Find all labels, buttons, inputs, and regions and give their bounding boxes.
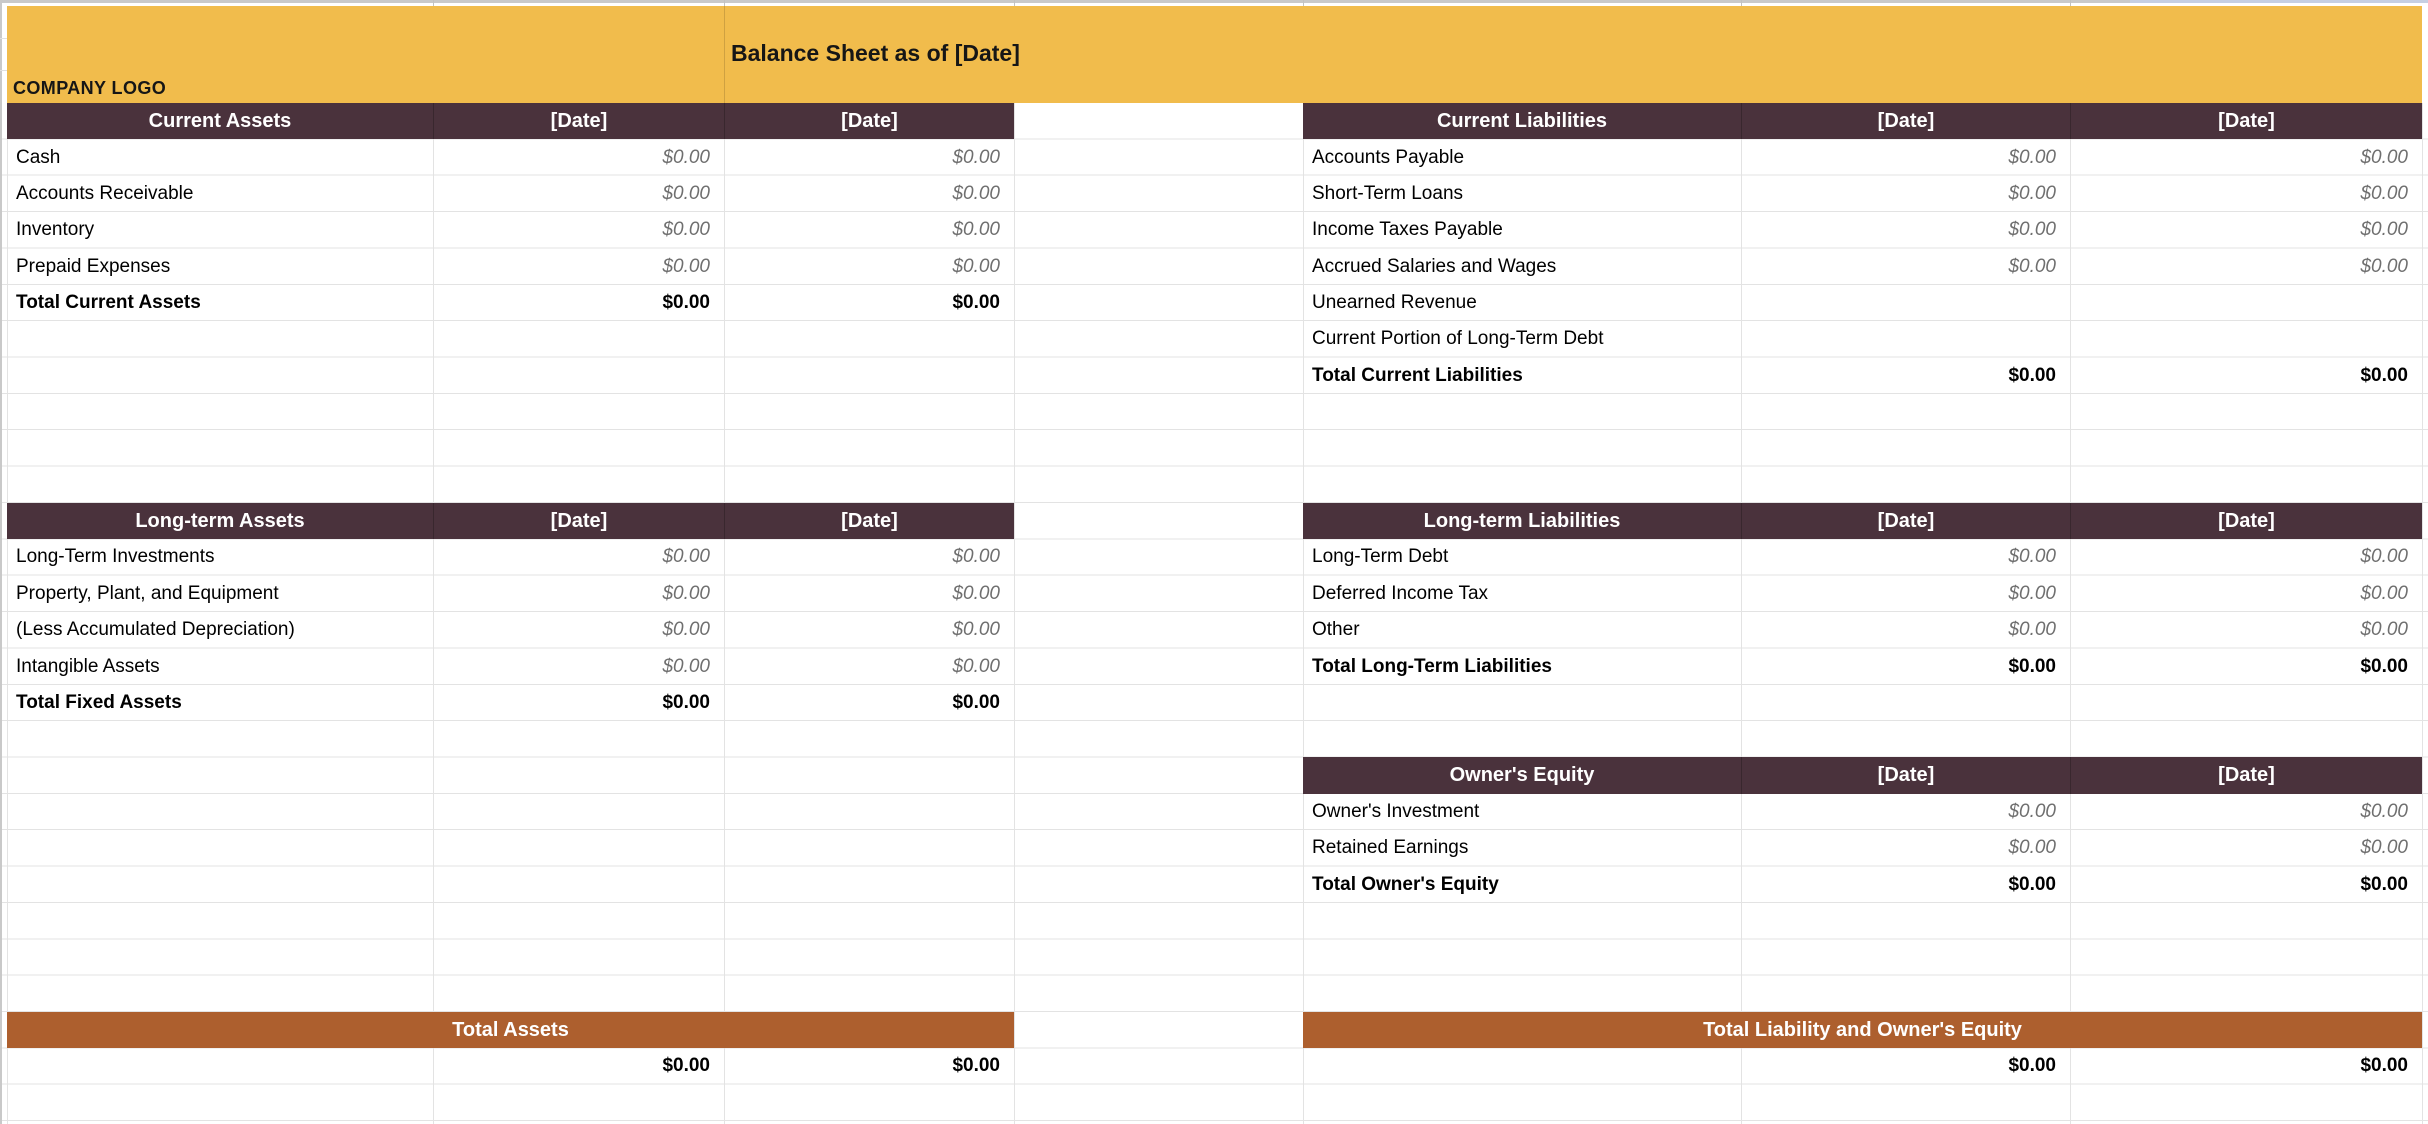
value-cell[interactable]: $0.00 — [662, 1055, 710, 1077]
section-long-term-liabilities — [1303, 503, 2422, 685]
table-row-total — [1303, 1048, 2422, 1084]
table-row — [7, 176, 1014, 212]
date-header-cell[interactable]: [Date] — [1741, 103, 2070, 139]
value-cell[interactable]: $0.00 — [2008, 619, 2056, 641]
date-header-cell[interactable]: [Date] — [2070, 503, 2422, 539]
table-row — [1303, 212, 2422, 248]
section-total-assets — [7, 1012, 1014, 1085]
value-cell[interactable]: $0.00 — [662, 619, 710, 641]
value-cell[interactable]: $0.00 — [662, 146, 710, 168]
date-header-cell[interactable]: [Date] — [1741, 757, 2070, 793]
table-row — [7, 212, 1014, 248]
table-row-total — [1303, 648, 2422, 684]
table-row-total — [1303, 866, 2422, 902]
table-row — [1303, 612, 2422, 648]
value-cell[interactable]: $0.00 — [952, 691, 1000, 713]
date-header-cell[interactable]: [Date] — [433, 103, 724, 139]
top-border-strip — [0, 0, 2428, 3]
value-cell[interactable]: $0.00 — [2008, 146, 2056, 168]
section-header-row — [1303, 503, 2422, 539]
value-cell[interactable]: $0.00 — [2360, 1055, 2408, 1077]
section-current-assets — [7, 103, 1014, 321]
row-label-cell[interactable]: Property, Plant, and Equipment — [16, 582, 279, 604]
row-label-cell[interactable]: Other — [1312, 619, 1360, 641]
empty-cell[interactable] — [1303, 1048, 1741, 1084]
section-long-term-assets — [7, 503, 1014, 721]
value-cell[interactable] — [2070, 321, 2422, 357]
row-label-cell[interactable]: Total Owner's Equity — [1312, 873, 1499, 895]
row-label-cell[interactable]: Total Long-Term Liabilities — [1312, 655, 1552, 677]
table-row — [1303, 539, 2422, 575]
company-logo-cell[interactable]: COMPANY LOGO — [13, 78, 167, 98]
value-cell[interactable]: $0.00 — [2360, 655, 2408, 677]
value-cell[interactable]: $0.00 — [662, 255, 710, 277]
value-cell[interactable]: $0.00 — [2360, 800, 2408, 822]
date-header-cell[interactable]: [Date] — [724, 503, 1014, 539]
value-cell[interactable]: $0.00 — [952, 219, 1000, 241]
table-row — [1303, 830, 2422, 866]
row-label-cell[interactable]: Accounts Receivable — [16, 182, 194, 204]
row-label-cell[interactable]: Accrued Salaries and Wages — [1312, 255, 1557, 277]
row-label-cell[interactable]: Short-Term Loans — [1312, 182, 1464, 204]
value-cell[interactable]: $0.00 — [952, 146, 1000, 168]
row-label-cell[interactable]: Long-Term Debt — [1312, 546, 1449, 568]
value-cell[interactable]: $0.00 — [952, 546, 1000, 568]
row-label-cell[interactable]: Total Fixed Assets — [16, 691, 182, 713]
row-label-cell[interactable]: Unearned Revenue — [1312, 291, 1477, 313]
table-row — [1303, 321, 2422, 357]
empty-cell[interactable] — [7, 1048, 433, 1084]
value-cell[interactable]: $0.00 — [2008, 364, 2056, 386]
section-title-cell[interactable]: Long-term Liabilities — [1423, 509, 1621, 532]
value-cell[interactable]: $0.00 — [952, 291, 1000, 313]
table-row — [7, 248, 1014, 284]
value-cell[interactable]: $0.00 — [2360, 219, 2408, 241]
table-row — [7, 576, 1014, 612]
column-gridline — [1014, 103, 1015, 1124]
value-cell[interactable]: $0.00 — [952, 182, 1000, 204]
table-row — [7, 139, 1014, 175]
value-cell[interactable]: $0.00 — [2008, 655, 2056, 677]
value-cell[interactable]: $0.00 — [2008, 1055, 2056, 1077]
value-cell[interactable]: $0.00 — [662, 655, 710, 677]
value-cell[interactable]: $0.00 — [952, 1055, 1000, 1077]
value-cell[interactable]: $0.00 — [662, 546, 710, 568]
section-title-cell[interactable]: Current Liabilities — [1436, 109, 1608, 132]
table-row — [1303, 576, 2422, 612]
value-cell[interactable]: $0.00 — [662, 691, 710, 713]
column-gridline — [2422, 103, 2423, 1124]
table-row — [7, 648, 1014, 684]
date-header-cell[interactable]: [Date] — [433, 503, 724, 539]
value-cell[interactable]: $0.00 — [952, 255, 1000, 277]
row-label-cell[interactable]: Total Current Liabilities — [1312, 364, 1523, 386]
table-row-total — [1303, 358, 2422, 394]
grand-total-banner-cell[interactable]: Total Assets — [7, 1012, 1014, 1048]
row-gridline-sliver — [0, 38, 7, 39]
value-cell[interactable]: $0.00 — [2360, 873, 2408, 895]
row-label-cell[interactable]: Current Portion of Long-Term Debt — [1312, 328, 1604, 350]
value-cell[interactable] — [1741, 285, 2070, 321]
row-label-cell[interactable]: (Less Accumulated Depreciation) — [16, 619, 295, 641]
value-cell[interactable]: $0.00 — [2008, 255, 2056, 277]
value-cell[interactable]: $0.00 — [2360, 146, 2408, 168]
value-cell[interactable]: $0.00 — [662, 291, 710, 313]
value-cell[interactable]: $0.00 — [2360, 837, 2408, 859]
row-label-cell[interactable]: Long-Term Investments — [16, 546, 215, 568]
banner-cell-divider — [724, 6, 725, 103]
value-cell[interactable]: $0.00 — [2360, 255, 2408, 277]
section-header-row — [7, 503, 1014, 539]
section-title-cell[interactable]: Owner's Equity — [1449, 764, 1595, 787]
value-cell[interactable]: $0.00 — [662, 582, 710, 604]
table-row — [7, 539, 1014, 575]
row-label-cell[interactable]: Inventory — [16, 219, 95, 241]
date-header-cell[interactable]: [Date] — [1741, 503, 2070, 539]
section-owners-equity — [1303, 757, 2422, 902]
value-cell[interactable]: $0.00 — [2360, 582, 2408, 604]
value-cell[interactable]: $0.00 — [662, 219, 710, 241]
section-header-row — [7, 103, 1014, 139]
value-cell[interactable] — [1741, 321, 2070, 357]
table-row — [1303, 248, 2422, 284]
row-label-cell[interactable]: Prepaid Expenses — [16, 255, 171, 277]
top-border-strip-blue — [2130, 0, 2428, 3]
row-label-cell[interactable]: Accounts Payable — [1312, 146, 1465, 168]
date-header-cell[interactable]: [Date] — [724, 103, 1014, 139]
date-header-cell[interactable]: [Date] — [2070, 757, 2422, 793]
value-cell[interactable]: $0.00 — [2360, 546, 2408, 568]
table-row — [1303, 285, 2422, 321]
value-cell[interactable]: $0.00 — [2008, 582, 2056, 604]
row-label-cell[interactable]: Owner's Investment — [1312, 800, 1480, 822]
title-banner — [7, 6, 2422, 103]
value-cell[interactable]: $0.00 — [2008, 873, 2056, 895]
sheet-title-cell[interactable]: Balance Sheet as of [Date] — [731, 40, 1020, 66]
value-cell[interactable]: $0.00 — [2008, 837, 2056, 859]
value-cell[interactable]: $0.00 — [2008, 219, 2056, 241]
section-title-cell[interactable]: Current Assets — [148, 109, 292, 132]
row-label-cell[interactable]: Intangible Assets — [16, 655, 160, 677]
value-cell[interactable]: $0.00 — [952, 619, 1000, 641]
row-label-cell[interactable]: Income Taxes Payable — [1312, 219, 1503, 241]
row-label-cell[interactable]: Total Current Assets — [16, 291, 201, 313]
row-gridline-sliver — [0, 70, 7, 71]
row-label-cell[interactable]: Cash — [16, 146, 61, 168]
section-total-liability-equity — [1303, 1012, 2422, 1085]
value-cell[interactable] — [2070, 285, 2422, 321]
value-cell[interactable]: $0.00 — [952, 655, 1000, 677]
table-row-total — [7, 1048, 1014, 1084]
row-label-cell[interactable]: Retained Earnings — [1312, 837, 1469, 859]
value-cell[interactable]: $0.00 — [662, 182, 710, 204]
value-cell[interactable]: $0.00 — [2360, 364, 2408, 386]
table-row — [7, 612, 1014, 648]
table-row-total — [7, 685, 1014, 721]
value-cell[interactable]: $0.00 — [2360, 182, 2408, 204]
table-row — [1303, 139, 2422, 175]
value-cell[interactable]: $0.00 — [2008, 546, 2056, 568]
value-cell[interactable]: $0.00 — [2360, 619, 2408, 641]
left-border-strip — [0, 0, 2, 1124]
table-row-total — [7, 285, 1014, 321]
section-title-cell[interactable]: Long-term Assets — [135, 509, 305, 532]
table-row — [1303, 794, 2422, 830]
table-row — [1303, 176, 2422, 212]
section-header-row — [1303, 757, 2422, 793]
value-cell[interactable]: $0.00 — [2008, 182, 2056, 204]
row-label-cell[interactable]: Deferred Income Tax — [1312, 582, 1489, 604]
section-header-row — [1303, 103, 2422, 139]
value-cell[interactable]: $0.00 — [2008, 800, 2056, 822]
value-cell[interactable]: $0.00 — [952, 582, 1000, 604]
grand-total-banner-cell[interactable]: Total Liability and Owner's Equity — [1303, 1012, 2422, 1048]
section-current-liabilities — [1303, 103, 2422, 394]
date-header-cell[interactable]: [Date] — [2070, 103, 2422, 139]
